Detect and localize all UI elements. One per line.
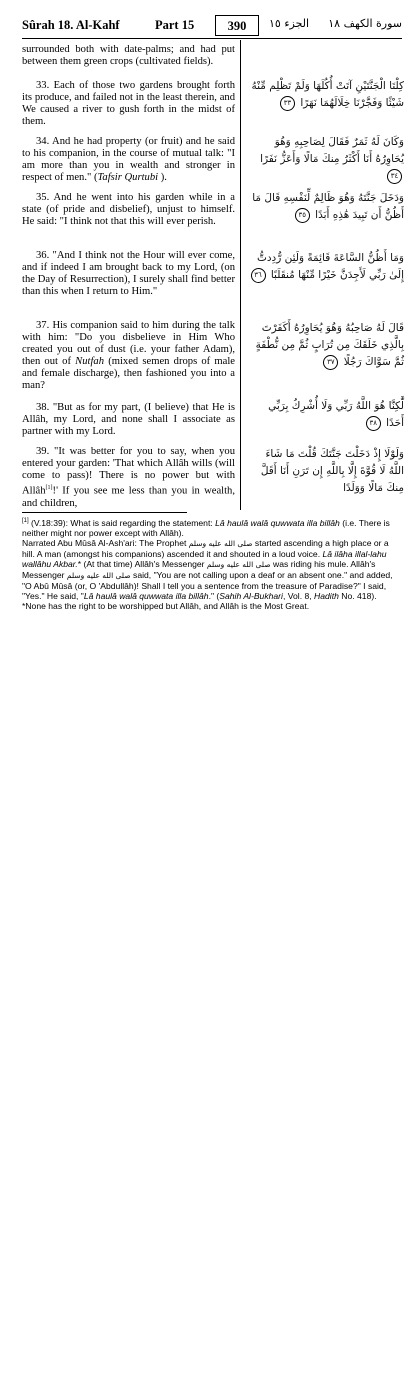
footnote-ref: [1] [45,485,53,491]
verse-35 [22,192,235,228]
verse-text: surrounded both with date-palms; and had put between them green crops (cultivated fields). [22,44,235,67]
verse-text: 39. "It was better for you to say, when you entered your garden: 'That which Allâh wills (will come to pass)! There is no power but with Allâh[1]!' If you see me less than you in wealth, and children, [22,446,235,509]
footnote-1: [1] (V.18:39): What is said regarding the statement: Lâ haulâ walâ quwwata illa billâh (i.e. There is neither might nor power except with Allâh). [22,517,390,538]
arabic-verse-33: كِلْتَا الْجَنَّتَيْنِ آتَتْ أُكُلَهَا وَلَمْ تَظْلِم مِّنْهُ شَيْئًا وَفَجَّرْنَا خِلَالَهُمَا نَهَرًا ٣٣ [251,80,404,109]
verse-text: 36. "And I think not the Hour will ever come, and if indeed I am brought back to my Lord, (on the Day of Resurrection), I surely shall find better than this when I return to Him." [22,250,235,297]
verse-text: 38. "But as for my part, (I believe) that He is Allâh, my Lord, and none shall I associate as partner with my Lord. [22,402,235,437]
verse-34 [22,136,235,184]
verse-38 [22,402,235,438]
verse-text: 33. Each of those two gardens brought forth its produce, and failed not in the least therein, and We caused a river to gush forth in the midst of them. [22,80,235,127]
salutation-ar: صلى الله عليه وسلم [206,559,271,569]
arabic-verse-36: وَمَا أَظُنُّ السَّاعَةَ قَائِمَةً وَلَئِن رُّدِدتُّ إِلَىٰ رَبِّي لَأَجِدَنَّ خَيْرًا مِّنْهَا مُنقَلَبًا ٣٦ [248,250,404,284]
arabic-verse-38: لَّٰكِنَّا هُوَ اللَّهُ رَبِّي وَلَا أُشْرِكُ بِرَبِّي أَحَدًا ٣٨ [268,400,404,429]
part-label: Part 15 [155,18,195,32]
footnote-rule [22,512,187,513]
arabic-verse-37: قَالَ لَهُ صَاحِبُهُ وَهُوَ يُحَاوِرُهُ أَكَفَرْتَ بِالَّذِي خَلَقَكَ مِن تُرَابٍ ثُمَّ مِن نُّطْفَةٍ ثُمَّ سَوَّاكَ رَجُلًا ٣٧ [255,322,404,368]
salutation-ar: صلى الله عليه وسلم [188,538,253,548]
footnote-note: *None has the right to be worshipped but Allâh, and Allâh is the Most Great. [22,600,310,611]
verse-39 [22,446,235,510]
ayah-number-marker: ٣٣ [280,96,295,111]
ayah-number-marker: ٣٦ [251,268,266,283]
surah-title-ar: سورة الكهف ١٨ [328,17,402,30]
verse-37 [22,320,235,392]
page-header [22,16,402,39]
ayah-number-marker: ٣٧ [323,355,338,370]
ayah-number-marker: ٣٥ [295,208,310,223]
verse-text: 35. And he went into his garden while in a state (of pride and disbelief), unjust to himself. He said: "I think not that this will ever perish. [22,192,235,227]
verse-continuation [22,44,235,68]
column-divider [240,40,241,510]
ayah-number-marker: ٣٤ [387,169,402,184]
juz-label-ar: الجزء ١٥ [269,17,310,30]
arabic-verse-39: وَلَوْلَا إِذْ دَخَلْتَ جَنَّتَكَ قُلْتَ مَا شَاءَ اللَّهُ لَا قُوَّةَ إِلَّا بِاللَّهِ إِن تَرَنِ أَنَا أَقَلَّ مِنكَ مَالًا وَوَلَدًا [260,448,404,494]
arabic-verse-34: وَكَانَ لَهُ ثَمَرٌ فَقَالَ لِصَاحِبِهِ وَهُوَ يُحَاوِرُهُ أَنَا أَكْثَرُ مِنكَ مَالًا وَأَعَزُّ نَفَرًا ٣٤ [248,134,404,185]
verse-text: 37. His companion said to him during the talk with him: "Do you disbelieve in Him Who created you out of dust (i.e. your father Adam), then out of Nutfah (mixed semen drops of male and female discharge), then fashioned you into a man? [22,320,235,391]
ayah-number-marker: ٣٨ [366,416,381,431]
surah-title-en: Sûrah 18. Al-Kahf [22,18,120,32]
arabic-verse-35: وَدَخَلَ جَنَّتَهُ وَهُوَ ظَالِمٌ لِّنَفْسِهِ قَالَ مَا أَظُنُّ أَن تَبِيدَ هَٰذِهِ أَبَدًا ٣٥ [252,192,404,221]
page-number: 390 [215,15,259,36]
salutation-ar: صلى الله عليه وسلم [66,570,131,580]
footnotes [22,516,402,611]
verse-33 [22,80,235,128]
hadith-narration: Narrated Abu Mûsâ Al-Ash'ari: The Prophet صلى الله عليه وسلم started ascending a high place or a hill. A man (amongst his companions) ascended it and shouted in a loud voice. Lâ ilâha illal-lahu wallâhu Akbar.* (At that time) Allâh's Messenger صلى الله عليه وسلم was riding his mule. Allâh's Messenger صلى الله عليه وسلم said, "You are not calling upon a deaf or an absent one." and added, "O Abû Mûsâ (or, O 'Abdullâh)! Shall I tell you a sentence from the treasure of Paradise?" I said, "Yes." He said, "Lâ haulâ walâ quwwata illa billâh." (Sahih Al-Bukhari, Vol. 8, Hadith No. 418). [22,537,393,601]
verse-36 [22,250,235,298]
verse-text: 34. And he had property (or fruit) and he said to his companion, in the course of mutual talk: "I am more than you in wealth and stronger in respect of men." (Tafsir Qurtubi ). [22,136,235,183]
